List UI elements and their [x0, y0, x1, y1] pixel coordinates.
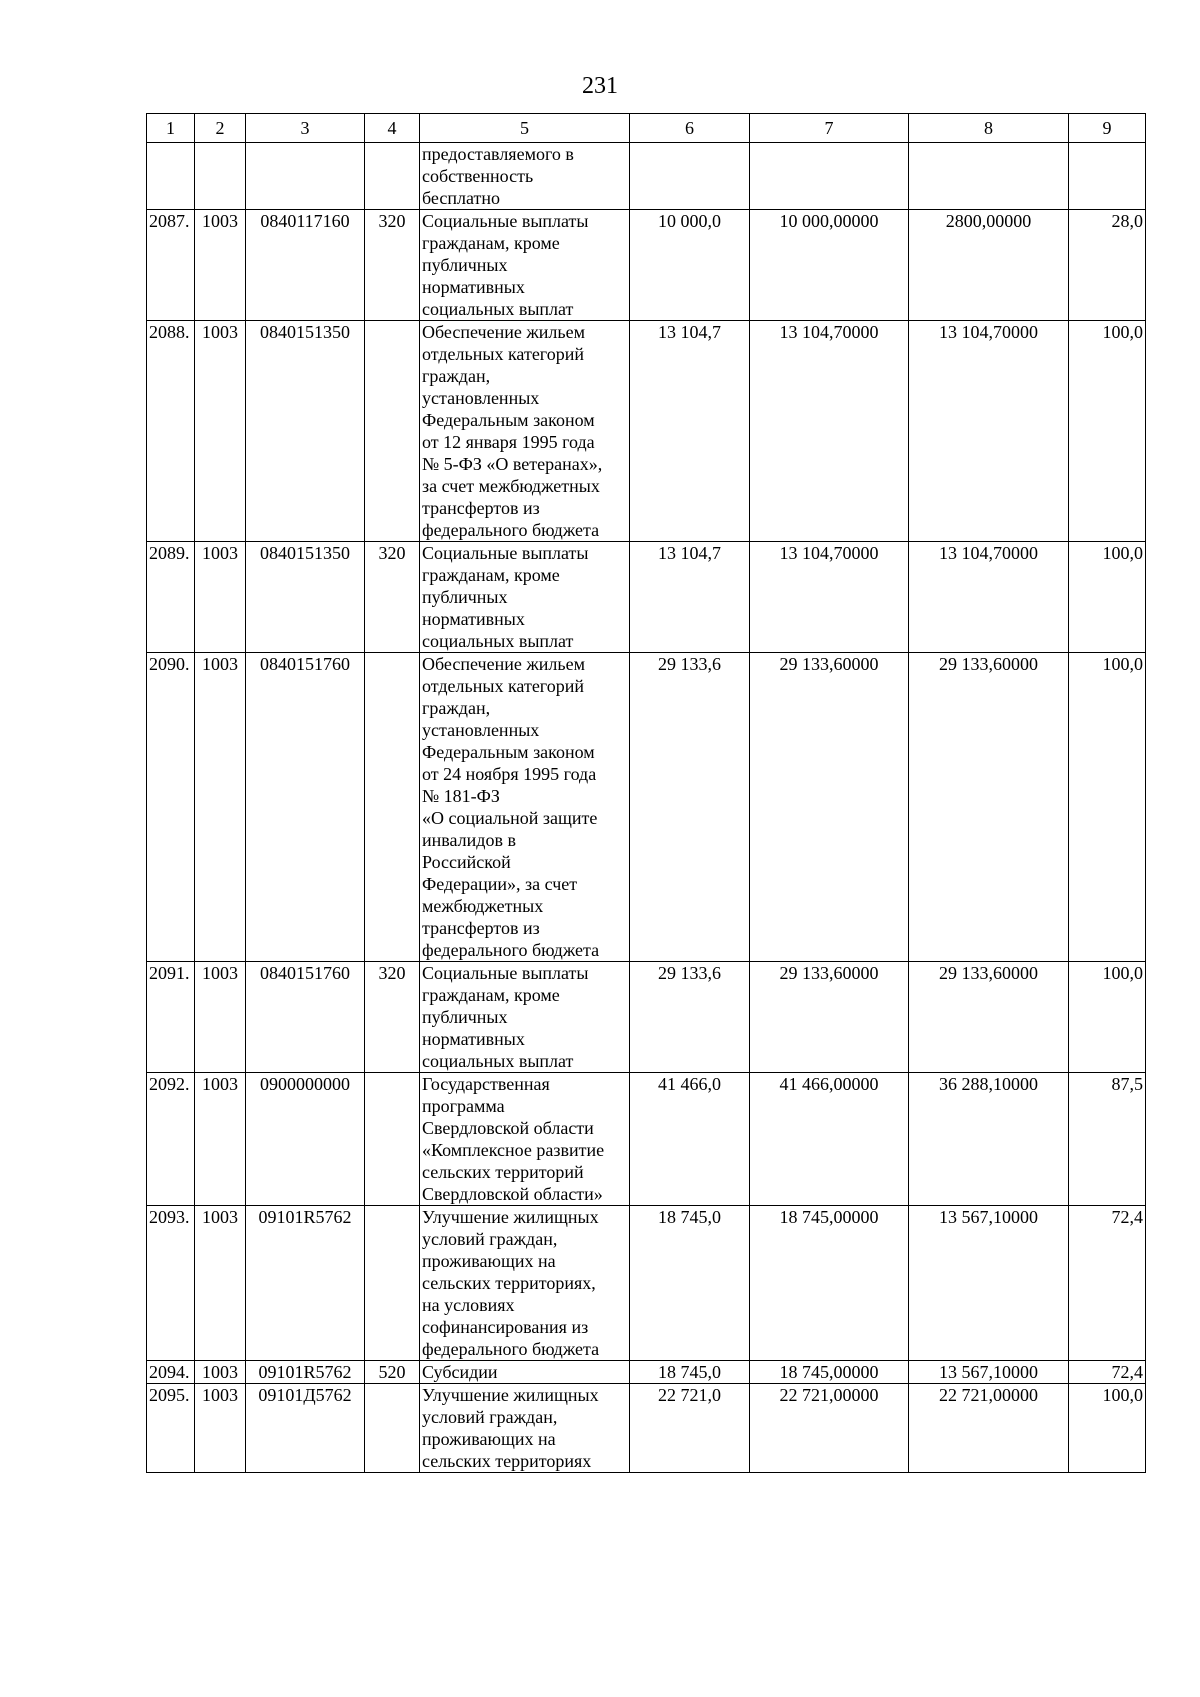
amount-cell: 13 104,70000: [750, 542, 909, 653]
amount-cell: 10 000,00000: [750, 210, 909, 321]
item-name-cell: Государственная программа Свердловской области «Комплексное развитие сельских территорий Свердловской области»: [420, 1073, 630, 1206]
expense-type-cell: [365, 1073, 420, 1206]
column-header: 8: [909, 114, 1069, 143]
column-header: 6: [630, 114, 750, 143]
table-body: [147, 143, 1146, 1473]
percent-cell: [1069, 143, 1146, 210]
budget-table: [146, 113, 1146, 1473]
column-header: 9: [1069, 114, 1146, 143]
item-name-cell: Улучшение жилищных условий граждан, проживающих на сельских территориях: [420, 1384, 630, 1473]
row-number-cell: 2094.: [147, 1361, 195, 1384]
percent-cell: 100,0: [1069, 1384, 1146, 1473]
table-row: [147, 1361, 1146, 1384]
expense-type-cell: [365, 143, 420, 210]
column-header: 4: [365, 114, 420, 143]
row-number-cell: 2089.: [147, 542, 195, 653]
section-code-cell: 1003: [195, 542, 246, 653]
table-row: [147, 210, 1146, 321]
expense-type-cell: [365, 1206, 420, 1361]
column-header: 2: [195, 114, 246, 143]
target-article-cell: 09101R5762: [246, 1206, 365, 1361]
executed-amount-cell: 13 567,10000: [909, 1206, 1069, 1361]
percent-cell: 28,0: [1069, 210, 1146, 321]
percent-cell: 100,0: [1069, 321, 1146, 542]
percent-cell: 72,4: [1069, 1361, 1146, 1384]
amount-cell: 41 466,0: [630, 1073, 750, 1206]
percent-cell: 100,0: [1069, 962, 1146, 1073]
row-number-cell: 2095.: [147, 1384, 195, 1473]
amount-cell: 18 745,00000: [750, 1361, 909, 1384]
section-code-cell: 1003: [195, 1073, 246, 1206]
amount-cell: 29 133,6: [630, 962, 750, 1073]
target-article-cell: 0840151350: [246, 542, 365, 653]
item-name-cell: Улучшение жилищных условий граждан, проживающих на сельских территориях, на условиях софинансирования из федерального бюджета: [420, 1206, 630, 1361]
column-header: 1: [147, 114, 195, 143]
row-number-cell: 2093.: [147, 1206, 195, 1361]
percent-cell: 72,4: [1069, 1206, 1146, 1361]
amount-cell: 13 104,7: [630, 542, 750, 653]
expense-type-cell: 320: [365, 962, 420, 1073]
amount-cell: 22 721,00000: [750, 1384, 909, 1473]
row-number-cell: 2090.: [147, 653, 195, 962]
section-code-cell: 1003: [195, 321, 246, 542]
amount-cell: 29 133,60000: [750, 653, 909, 962]
amount-cell: 18 745,0: [630, 1206, 750, 1361]
amount-cell: 22 721,0: [630, 1384, 750, 1473]
target-article-cell: 0840151760: [246, 962, 365, 1073]
executed-amount-cell: 36 288,10000: [909, 1073, 1069, 1206]
target-article-cell: 09101R5762: [246, 1361, 365, 1384]
item-name-cell: Обеспечение жильем отдельных категорий граждан, установленных Федеральным законом от 12 января 1995 года № 5-ФЗ «О ветеранах», за счет межбюджетных трансфертов из федерального бюджета: [420, 321, 630, 542]
page-number: 231: [582, 73, 618, 99]
executed-amount-cell: 29 133,60000: [909, 653, 1069, 962]
target-article-cell: 0840151760: [246, 653, 365, 962]
target-article-cell: [246, 143, 365, 210]
table-row: [147, 1073, 1146, 1206]
table-row: [147, 1206, 1146, 1361]
amount-cell: 10 000,0: [630, 210, 750, 321]
expense-type-cell: [365, 653, 420, 962]
row-number-cell: 2087.: [147, 210, 195, 321]
table-row: [147, 143, 1146, 210]
target-article-cell: 0900000000: [246, 1073, 365, 1206]
expense-type-cell: [365, 1384, 420, 1473]
table-row: [147, 1384, 1146, 1473]
section-code-cell: 1003: [195, 962, 246, 1073]
expense-type-cell: [365, 321, 420, 542]
table-row: [147, 321, 1146, 542]
expense-type-cell: 520: [365, 1361, 420, 1384]
item-name-cell: Обеспечение жильем отдельных категорий граждан, установленных Федеральным законом от 24 ноября 1995 года № 181-ФЗ «О социальной защите инвалидов в Российской Федерации», за счет межбюджетных трансфертов из федерального бюджета: [420, 653, 630, 962]
expense-type-cell: 320: [365, 210, 420, 321]
item-name-cell: Социальные выплаты гражданам, кроме публичных нормативных социальных выплат: [420, 542, 630, 653]
percent-cell: 100,0: [1069, 653, 1146, 962]
item-name-cell: Социальные выплаты гражданам, кроме публичных нормативных социальных выплат: [420, 210, 630, 321]
executed-amount-cell: 29 133,60000: [909, 962, 1069, 1073]
amount-cell: 18 745,00000: [750, 1206, 909, 1361]
amount-cell: [630, 143, 750, 210]
executed-amount-cell: 2800,00000: [909, 210, 1069, 321]
header-row: [147, 114, 1146, 143]
item-name-cell: Социальные выплаты гражданам, кроме публичных нормативных социальных выплат: [420, 962, 630, 1073]
expense-type-cell: 320: [365, 542, 420, 653]
row-number-cell: [147, 143, 195, 210]
table-row: [147, 542, 1146, 653]
amount-cell: 13 104,7: [630, 321, 750, 542]
column-header: 7: [750, 114, 909, 143]
amount-cell: 29 133,6: [630, 653, 750, 962]
row-number-cell: 2088.: [147, 321, 195, 542]
column-header: 3: [246, 114, 365, 143]
target-article-cell: 0840117160: [246, 210, 365, 321]
amount-cell: [750, 143, 909, 210]
section-code-cell: [195, 143, 246, 210]
column-header: 5: [420, 114, 630, 143]
executed-amount-cell: [909, 143, 1069, 210]
amount-cell: 29 133,60000: [750, 962, 909, 1073]
executed-amount-cell: 22 721,00000: [909, 1384, 1069, 1473]
executed-amount-cell: 13 104,70000: [909, 321, 1069, 542]
executed-amount-cell: 13 104,70000: [909, 542, 1069, 653]
percent-cell: 87,5: [1069, 1073, 1146, 1206]
target-article-cell: 0840151350: [246, 321, 365, 542]
section-code-cell: 1003: [195, 1384, 246, 1473]
row-number-cell: 2091.: [147, 962, 195, 1073]
amount-cell: 18 745,0: [630, 1361, 750, 1384]
table-row: [147, 962, 1146, 1073]
executed-amount-cell: 13 567,10000: [909, 1361, 1069, 1384]
section-code-cell: 1003: [195, 1361, 246, 1384]
section-code-cell: 1003: [195, 210, 246, 321]
section-code-cell: 1003: [195, 653, 246, 962]
row-number-cell: 2092.: [147, 1073, 195, 1206]
amount-cell: 41 466,00000: [750, 1073, 909, 1206]
percent-cell: 100,0: [1069, 542, 1146, 653]
item-name-cell: предоставляемого в собственность бесплатно: [420, 143, 630, 210]
amount-cell: 13 104,70000: [750, 321, 909, 542]
target-article-cell: 09101Д5762: [246, 1384, 365, 1473]
item-name-cell: Субсидии: [420, 1361, 630, 1384]
section-code-cell: 1003: [195, 1206, 246, 1361]
table-row: [147, 653, 1146, 962]
